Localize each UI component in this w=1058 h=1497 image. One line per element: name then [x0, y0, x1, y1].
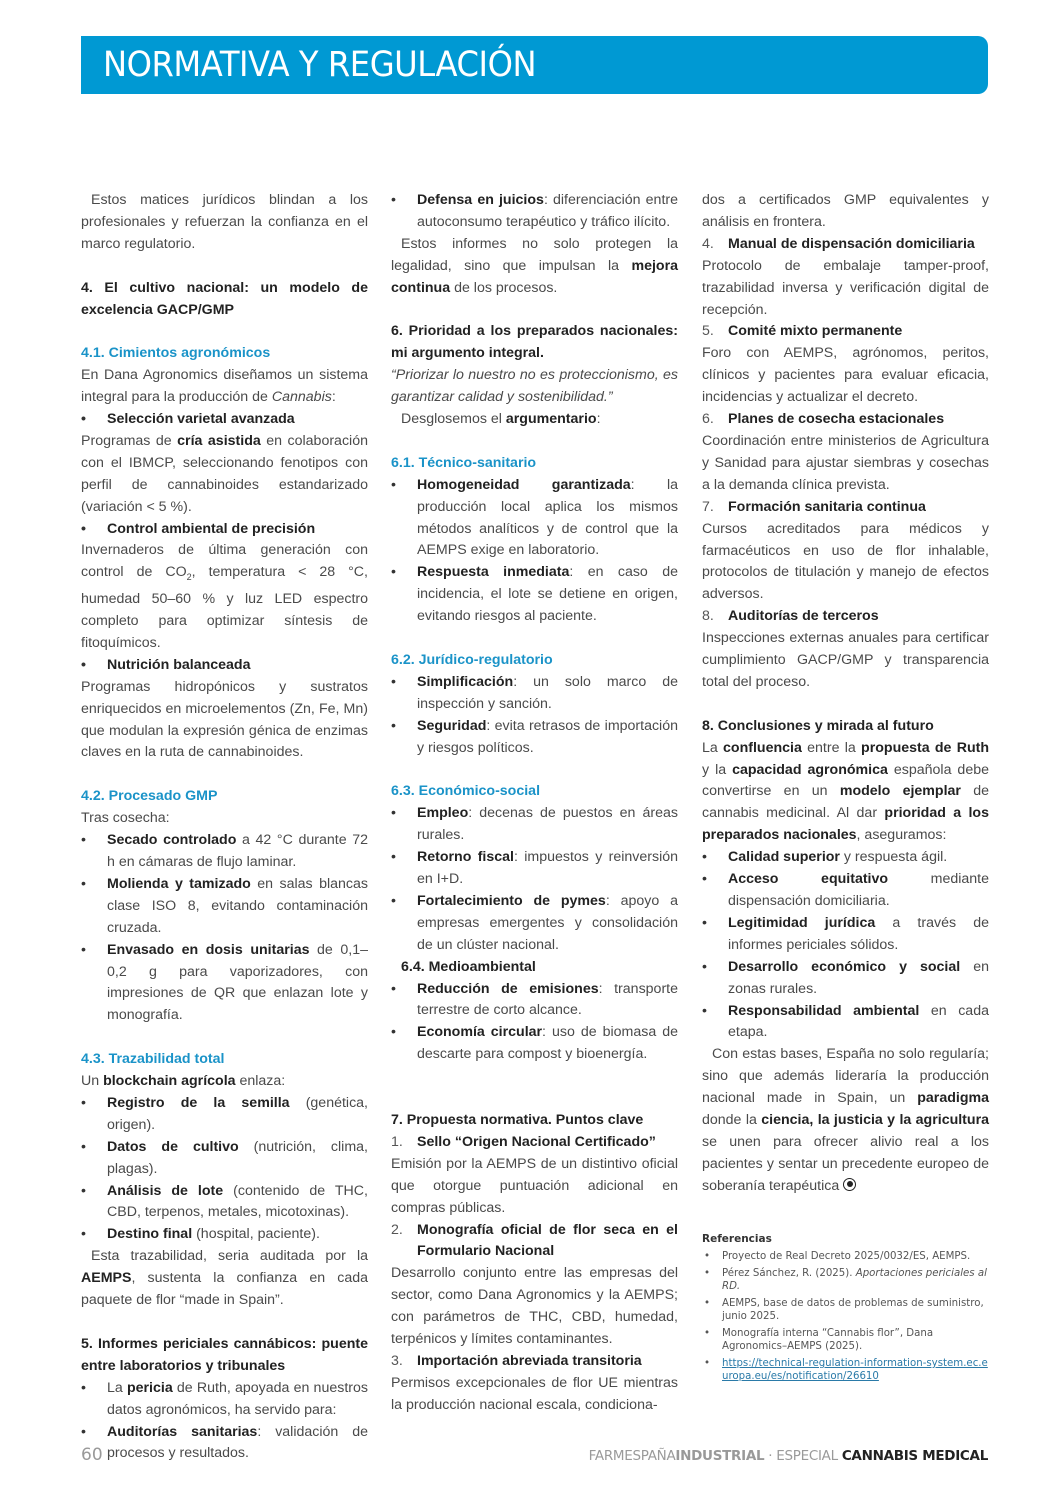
list-item: • Homogeneidad garantizada: la producción local aplica los mismos métodos analíticos y de control que la AEMPS exige en laboratorio. [391, 475, 678, 563]
numbered-item-title: 5. Comité mixto permanente [702, 323, 903, 340]
end-of-article-icon [843, 1178, 856, 1191]
list-item: • Análisis de lote (contenido de THC, CBD, terpenos, metales, micotoxinas). [81, 1181, 368, 1225]
list-item: • Economía circular: uso de biomasa de descarte para compost y bioenergía. [391, 1022, 678, 1066]
numbered-item-title: 2. Monografía oficial de flor seca en el Formulario Nacional [391, 1221, 678, 1260]
section-4-3-outro: Esta trazabilidad, seria auditada por la AEMPS, sustenta la confianza en cada paquete de flor “made in Spain”. [81, 1248, 368, 1309]
numbered-item-body-continued: dos a certificados GMP equivalentes y análisis en frontera. [702, 192, 989, 230]
list-item: • Defensa en juicios: diferenciación entre autoconsumo terapéutico y tráfico ilícito. [391, 190, 678, 234]
list-item: • Empleo: decenas de puestos en áreas rurales. [391, 803, 678, 847]
bullet-body: Programas de cría asistida en colaboración con el IBMCP, seleccionando fenotipos con perfil de cannabinoides estandarizado (variación < 5 %). [81, 432, 368, 515]
section-6-quote: “Priorizar lo nuestro no es proteccionismo, es garantizar calidad y sostenibilidad.” [391, 367, 678, 406]
list-item: • Calidad superior y respuesta ágil. [702, 847, 989, 869]
reference-item: • Proyecto de Real Decreto 2025/0032/ES, AEMPS. [702, 1251, 989, 1264]
bullet-title: • Selección varietal avanzada [81, 409, 368, 431]
section-6-4-heading: 6.4. Medioambiental [401, 958, 536, 975]
list-item: • Simplificación: un solo marco de inspección y sanción. [391, 672, 678, 716]
list-item: • Responsabilidad ambiental en cada etapa. [702, 1001, 989, 1045]
section-4-3-heading: 4.3. Trazabilidad total [81, 1051, 225, 1068]
section-4-2-heading: 4.2. Procesado GMP [81, 788, 218, 805]
numbered-item-title: 3. Importación abreviada transitoria [391, 1352, 642, 1369]
section-banner [81, 36, 988, 94]
numbered-item-body: Desarrollo conjunto entre las empresas del sector, como Dana Agronomics y la AEMPS; con parámetros de THC, CBD, humedad, terpénicos y límites contaminantes. [391, 1265, 678, 1348]
list-item: • Desarrollo económico y social en zonas rurales. [702, 957, 989, 1001]
list-item: • La pericia de Ruth, apoyada en nuestros datos agronómicos, ha servido para: [81, 1378, 368, 1422]
section-6-3-heading: 6.3. Económico-social [391, 783, 541, 800]
section-8-paragraph: La confluencia entre la propuesta de Ruth y la capacidad agronómica española debe convertirse en un modelo ejemplar de cannabis medicinal. Al dar prioridad a los preparados nacionales, aseguramos: [702, 739, 989, 844]
column-3 [702, 190, 989, 1198]
reference-item [702, 1358, 989, 1383]
section-4-1-heading: 4.1. Cimientos agronómicos [81, 345, 271, 362]
bullet-body: Programas hidropónicos y sustratos enriquecidos en microelementos (Zn, Fe, Mn) que modulan la expresión génica de enzimas claves en la ruta de cannabinoides. [81, 678, 368, 761]
numbered-item-body: Cursos acreditados para médicos y farmacéuticos en uso de flor inhalable, protocolos de titulación y manejo de efectos adversos. [702, 520, 989, 603]
list-item: • Respuesta inmediata: en caso de incidencia, el lote se detiene en origen, evitando riesgos al paciente. [391, 562, 678, 628]
list-item: • Legitimidad jurídica a través de informes periciales sólidos. [702, 913, 989, 957]
list-item: • Secado controlado a 42 °C durante 72 h en cámaras de flujo laminar. [81, 830, 368, 874]
numbered-item-body: Foro con AEMPS, agrónomos, peritos, clínicos y pacientes para evaluar eficacia, incidencias y actualizar el decreto. [702, 345, 989, 406]
list-item: • Seguridad: evita retrasos de importación y riesgos políticos. [391, 716, 678, 760]
section-4-3-intro: Un blockchain agrícola enlaza: [81, 1073, 286, 1090]
footer-brand: FARMESPAÑAINDUSTRIAL · ESPECIAL CANNABIS MEDICAL [588, 1448, 988, 1464]
numbered-item-body: Coordinación entre ministerios de Agricultura y Sanidad para ajustar siembras y cosechas a la demanda clínica prevista. [702, 432, 989, 493]
page-title: NORMATIVA Y REGULACIÓN [103, 45, 537, 85]
section-5-heading: 5. Informes periciales cannábicos: puente entre laboratorios y tribunales [81, 1335, 368, 1374]
numbered-item-body: Inspecciones externas anuales para certificar cumplimiento GACP/GMP y transparencia total del proceso. [702, 630, 989, 690]
section-6-2-heading: 6.2. Jurídico-regulatorio [391, 651, 553, 668]
list-item: • Reducción de emisiones: transporte terrestre de corto alcance. [391, 979, 678, 1023]
section-4-heading: 4. El cultivo nacional: un modelo de excelencia GACP/GMP [81, 279, 368, 318]
reference-item: • Pérez Sánchez, R. (2025). Aportaciones periciales al RD. [702, 1268, 989, 1293]
list-item: • Destino final (hospital, paciente). [81, 1224, 368, 1246]
list-item: • Envasado en dosis unitarias de 0,1–0,2 g para vaporizadores, con impresiones de QR que enlazan lote y monografía. [81, 940, 368, 1028]
page-number: 60 [81, 1445, 103, 1465]
list-item: • Auditorías sanitarias: validación de procesos y resultados. [81, 1422, 368, 1466]
numbered-item-title: 6. Planes de cosecha estacionales [702, 411, 945, 428]
numbered-item-title: 8. Auditorías de terceros [702, 608, 879, 625]
bullet-title: • Nutrición balanceada [81, 655, 368, 677]
section-6-heading: 6. Prioridad a los preparados nacionales: mi argumento integral. [391, 323, 678, 362]
references-title: Referencias [702, 1233, 772, 1245]
column-1 [81, 190, 368, 1465]
list-item: • Datos de cultivo (nutrición, clima, plagas). [81, 1137, 368, 1181]
list-item: • Acceso equitativo mediante dispensación domiciliaria. [702, 869, 989, 913]
list-item: • Fortalecimiento de pymes: apoyo a empresas emergentes y consolidación de un clúster nacional. [391, 891, 678, 957]
section-7-heading: 7. Propuesta normativa. Puntos clave [391, 1111, 644, 1128]
reference-item: • Monografía interna “Cannabis flor”, Dana Agronomics–AEMPS (2025). [702, 1328, 989, 1353]
numbered-item-title: 1. Sello “Origen Nacional Certificado” [391, 1133, 656, 1150]
closing-paragraph: Con estas bases, España no solo regularía; sino que además lideraría la producción nacional made in Spain, un paradigma donde la ciencia, la justicia y la agricultura se unen para ofrecer alivio real a los pacientes y sentar un precedente europeo de soberanía terapéutica [702, 1046, 989, 1194]
section-4-2-intro: Tras cosecha: [81, 810, 170, 827]
list-item: • Retorno fiscal: impuestos y reinversión en I+D. [391, 847, 678, 891]
section-5-outro: Estos informes no solo protegen la legalidad, sino que impulsan la mejora continua de los procesos. [391, 235, 678, 296]
section-8-heading: 8. Conclusiones y mirada al futuro [702, 717, 934, 734]
list-item: • Registro de la semilla (genética, origen). [81, 1093, 368, 1137]
numbered-item-body: Permisos excepcionales de flor UE mientras la producción nacional escala, condiciona- [391, 1374, 678, 1413]
numbered-item-title: 7. Formación sanitaria continua [702, 498, 926, 515]
bullet-body: Invernaderos de última generación con control de $CO_2$, temperatura < 28 °C, humedad 50–60 % y luz LED espectro completo para optimizar síntesis de fitoquímicos. [81, 542, 368, 651]
references [702, 1233, 989, 1388]
section-4-1-intro: En Dana Agronomics diseñamos un sistema integral para la producción de Cannabis: [81, 367, 368, 406]
intro-paragraph: Estos matices jurídicos blindan a los profesionales y refuerzan la confianza en el marco regulatorio. [81, 192, 368, 252]
column-2 [391, 190, 678, 1417]
numbered-item-body: Protocolo de embalaje tamper-proof, trazabilidad inversa y verificación digital de recepción. [702, 257, 989, 318]
numbered-item-body: Emisión por la AEMPS de un distintivo oficial que otorgue puntuación adicional en compras públicas. [391, 1155, 678, 1216]
reference-link[interactable]: https://technical-regulation-information-system.ec.europa.eu/es/notification/26610 [722, 1358, 988, 1382]
list-item: • Molienda y tamizado en salas blancas clase ISO 8, evitando contaminación cruzada. [81, 874, 368, 940]
bullet-title: • Control ambiental de precisión [81, 519, 368, 541]
section-6-intro: Desglosemos el argumentario: [401, 411, 601, 428]
section-6-1-heading: 6.1. Técnico-sanitario [391, 454, 537, 471]
numbered-item-title: 4. Manual de dispensación domiciliaria [702, 235, 975, 252]
reference-item: • AEMPS, base de datos de problemas de suministro, junio 2025. [702, 1298, 989, 1323]
